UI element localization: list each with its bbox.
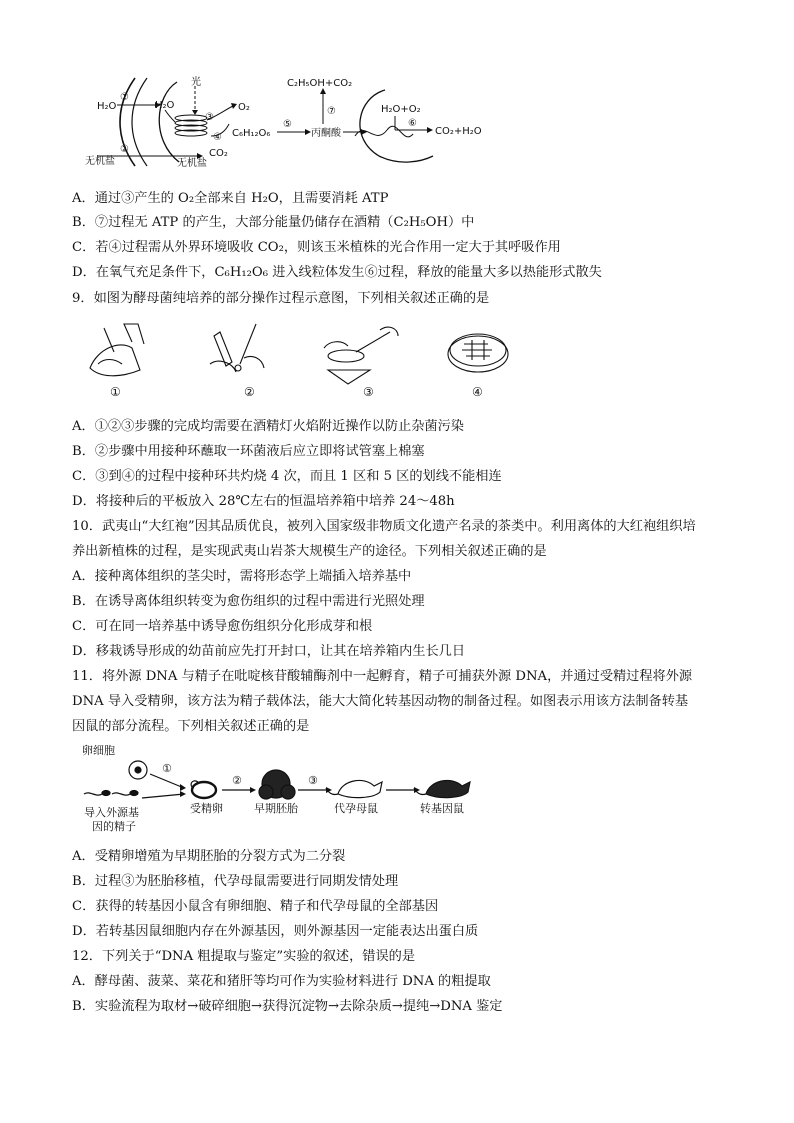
- q9-stem: 9．如图为酵母菌纯培养的部分操作过程示意图，下列相关叙述正确的是: [72, 291, 490, 306]
- q9-option-a: A．①②③步骤的完成均需要在酒精灯火焰附近操作以防止杂菌污染: [72, 419, 464, 434]
- q11-option-d: D．若转基因鼠细胞内存在外源基因，则外源基因一定能表达出蛋白质: [72, 924, 479, 939]
- glucose-label: C₆H₁₂O₆: [232, 128, 271, 139]
- q11-stem-line-2: DNA 导入受精卵，该方法为精子载体法，能大大简化转基因动物的制备过程。如图表示用该方法制备转基: [72, 694, 689, 709]
- surrogate-label: 代孕母鼠: [334, 802, 378, 815]
- step-2-label: ②: [120, 144, 129, 155]
- q9-fig-label-2: ②: [244, 385, 255, 399]
- q8-option-b: B．⑦过程无 ATP 的产生，大部分能量仍储存在酒精（C₂H₅OH）中: [72, 215, 475, 230]
- q10-option-b: B．在诱导离体组织转变为愈伤组织的过程中需进行光照处理: [72, 594, 425, 609]
- sperm-label-line-2: 因的精子: [92, 820, 136, 833]
- q10-option-d: D．移栽诱导形成的幼苗前应先打开封口，让其在培养箱内生长几日: [72, 644, 466, 659]
- q11-option-c: C．获得的转基因小鼠含有卵细胞、精子和代孕母鼠的全部基因: [72, 899, 439, 914]
- step-4-label: ④: [213, 132, 222, 143]
- q9-fig-label-1: ①: [110, 385, 121, 399]
- step-7-label: ⑦: [327, 106, 336, 117]
- transgenic-mouse-diagram: [82, 742, 482, 834]
- q9-fig-label-3: ③: [363, 385, 374, 399]
- q8-option-d: D．在氧气充足条件下，C₆H₁₂O₆ 进入线粒体发生⑥过程，释放的能量大多以热能形式散失: [72, 265, 602, 280]
- co2-h2o-label: CO₂+H₂O: [435, 126, 482, 137]
- q8-option-c: C．若④过程需从外界环境吸收 CO₂，则该玉米植株的光合作用一定大于其呼吸作用: [72, 240, 561, 255]
- step-2-label: ②: [232, 774, 242, 787]
- q9-option-d: D．将接种后的平板放入 28℃左右的恒温培养箱中培养 24～48h: [72, 494, 455, 509]
- salt-left-label: 无机盐: [85, 156, 115, 167]
- sperm-label-line-1: 导入外源基: [84, 806, 139, 819]
- q12-option-a: A．酵母菌、菠菜、菜花和猪肝等均可作为实验材料进行 DNA 的粗提取: [72, 974, 491, 989]
- light-label: 光: [191, 77, 201, 88]
- q8-option-a: A．通过③产生的 O₂全部来自 H₂O，且需要消耗 ATP: [72, 191, 389, 206]
- step-5-label: ⑤: [283, 119, 292, 130]
- q10-stem-line-2: 养出新植株的过程，是实现武夷山岩茶大规模生产的途径。下列相关叙述正确的是: [72, 544, 547, 559]
- o2-label: O₂: [238, 102, 250, 113]
- h2o-left-label: H₂O: [97, 101, 117, 112]
- q10-option-a: A．接种离体组织的茎尖时，需将形态学上端插入培养基中: [72, 569, 412, 584]
- q11-option-a: A．受精卵增殖为早期胚胎的分裂方式为二分裂: [72, 849, 346, 864]
- q12-option-b: B．实验流程为取材→破碎细胞→获得沉淀物→去除杂质→提纯→DNA 鉴定: [72, 999, 503, 1014]
- h2o-inner-label: H₂O: [155, 100, 175, 111]
- yeast-culture-diagram: [80, 318, 520, 400]
- step-3-label: ③: [308, 774, 318, 787]
- q10-option-c: C．可在同一培养基中诱导愈伤组织分化形成芽和根: [72, 619, 373, 634]
- embryo-label: 早期胚胎: [254, 802, 298, 815]
- q11-option-b: B．过程③为胚胎移植，代孕母鼠需要进行同期发情处理: [72, 874, 399, 889]
- photosynthesis-respiration-diagram: [85, 76, 482, 169]
- co2-label: CO₂: [209, 148, 228, 159]
- step-1-label: ①: [162, 762, 172, 775]
- q9-fig-label-4: ④: [472, 385, 483, 399]
- step-1-label: ①: [120, 92, 129, 103]
- salt-right-label: 无机盐: [177, 158, 207, 169]
- q9-option-c: C．③到④的过程中接种环共灼烧 4 次，而且 1 区和 5 区的划线不能相连: [72, 469, 502, 484]
- step-3-label: ③: [205, 112, 214, 123]
- h2o-o2-label: H₂O+O₂: [381, 104, 421, 115]
- q11-stem-line-3: 因鼠的部分流程。下列相关叙述正确的是: [72, 719, 310, 734]
- step-6-label: ⑥: [408, 118, 417, 129]
- q11-stem-line-1: 11．将外源 DNA 与精子在吡啶核苷酸辅酶剂中一起孵育，精子可捕获外源 DNA，并通过受精过程将外源: [72, 669, 693, 684]
- q9-option-b: B．②步骤中用接种环蘸取一环菌液后应立即将试管塞上棉塞: [72, 444, 425, 459]
- zygote-label: 受精卵: [190, 802, 223, 815]
- transgenic-label: 转基因鼠: [420, 802, 464, 815]
- egg-cell-label: 卵细胞: [82, 744, 115, 757]
- q12-stem: 12．下列关于“DNA 粗提取与鉴定”实验的叙述，错误的是: [72, 949, 416, 964]
- pyruvate-label: 丙酮酸: [311, 128, 341, 139]
- ethanol-label: C₂H₅OH+CO₂: [287, 78, 353, 89]
- q10-stem-line-1: 10．武夷山“大红袍”因其品质优良，被列入国家级非物质文化遗产名录的茶类中。利用离体的大红袍组织培: [72, 519, 696, 534]
